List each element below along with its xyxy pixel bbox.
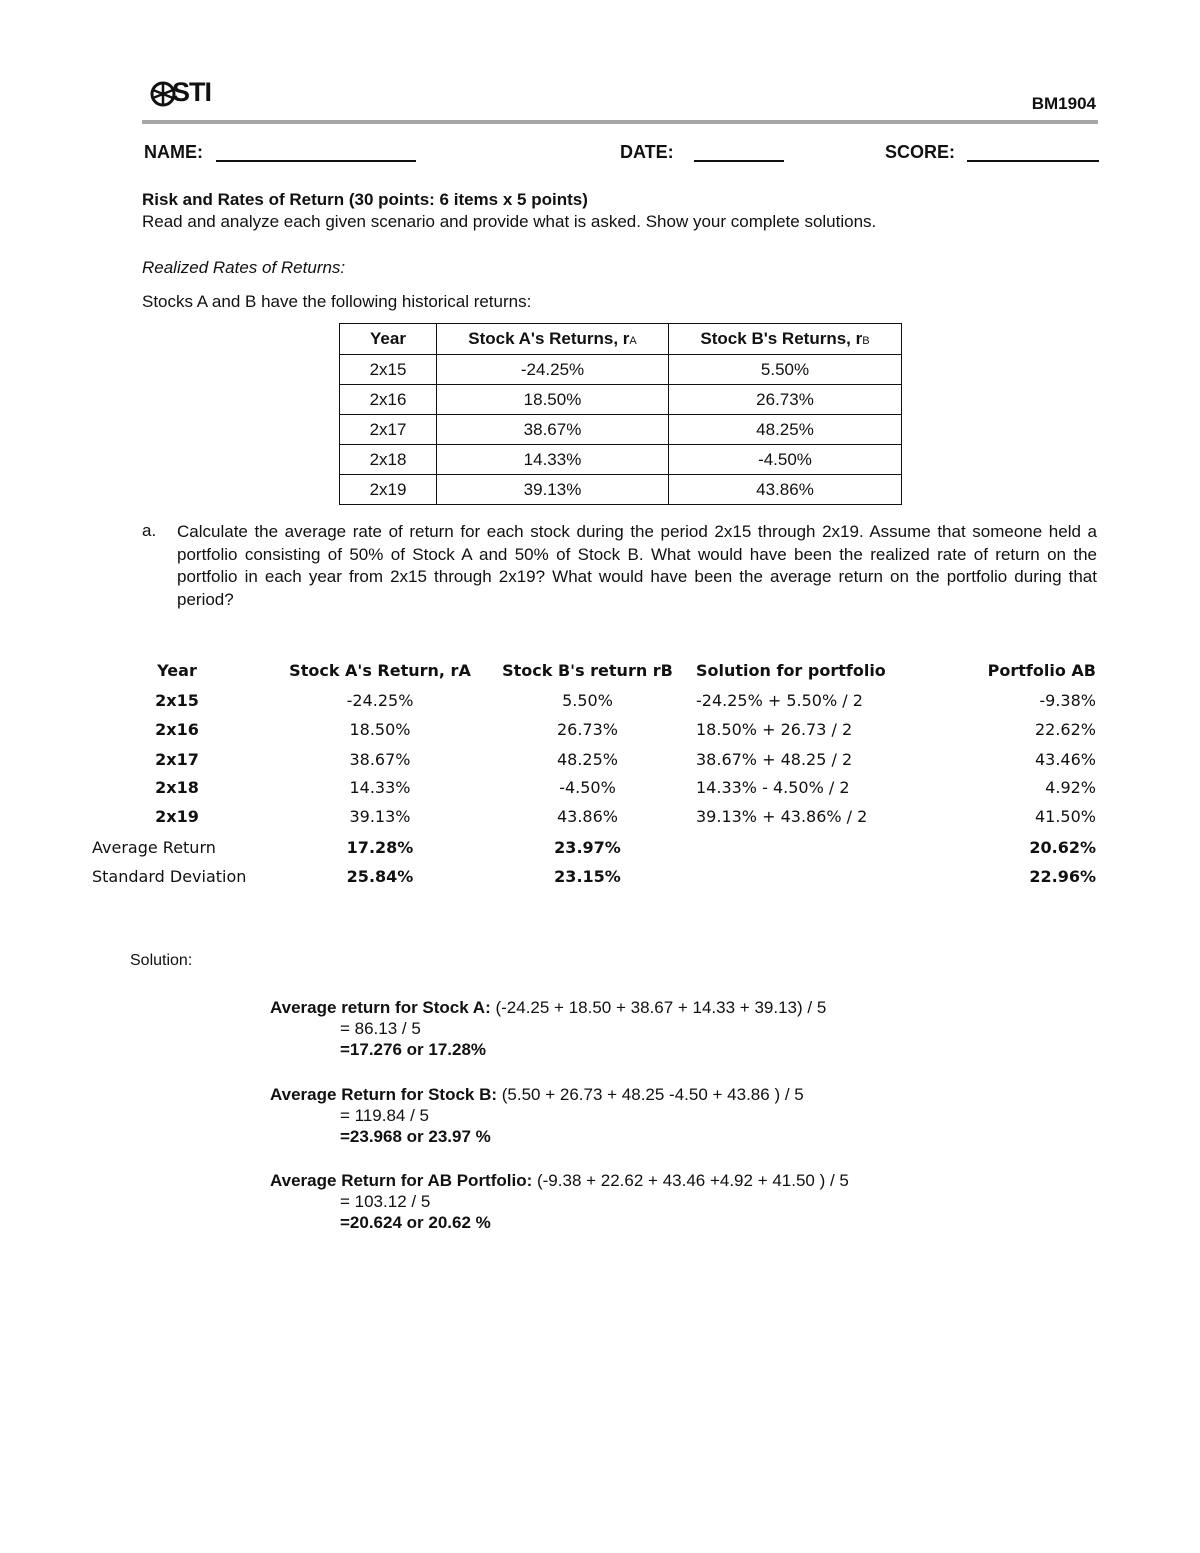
cell-year: 2x19	[340, 475, 437, 505]
table-row	[340, 385, 902, 415]
sol-cell-stock-a: 39.13%	[349, 807, 411, 826]
header-divider	[142, 120, 1098, 124]
sol-cell-portfolio: -9.38%	[1039, 691, 1096, 710]
date-label: DATE:	[620, 142, 674, 162]
sol-cell-stock-b: 43.86%	[556, 807, 618, 826]
sol-cell-portfolio: 4.92%	[1045, 778, 1096, 797]
sol-cell-stock-a: 18.50%	[349, 720, 411, 739]
cell-stock-b: 5.50%	[669, 355, 902, 385]
sol-cell-stock-b: 48.25%	[556, 750, 618, 769]
solution-label: Solution:	[130, 952, 193, 969]
calc-portfolio-line	[270, 1171, 849, 1191]
average-return-a: 17.28%	[346, 838, 414, 857]
cell-stock-a: 14.33%	[437, 445, 669, 475]
sol-cell-stock-a: 38.67%	[349, 750, 411, 769]
cell-stock-b: -4.50%	[669, 445, 902, 475]
calc-stock-a-title: Average return for Stock A:	[270, 998, 491, 1017]
sol-cell-year: 2x15	[155, 691, 199, 710]
calc-stock-b-expr: (5.50 + 26.73 + 48.25 -4.50 + 43.86 ) / 5	[497, 1085, 804, 1104]
calc-portfolio-title: Average Return for AB Portfolio:	[270, 1171, 533, 1190]
header-stock-a: Stock A's Returns, rA	[437, 324, 669, 355]
sol-header-stock-b: Stock B's return rB	[502, 661, 673, 680]
sti-logo	[150, 78, 230, 110]
table-header-row	[340, 324, 902, 355]
question-label: a.	[142, 521, 157, 540]
sol-cell-stock-b: 26.73%	[556, 720, 618, 739]
lead-text: Stocks A and B have the following historical returns:	[142, 292, 532, 311]
date-blank[interactable]	[694, 160, 784, 162]
activity-title: Risk and Rates of Return (30 points: 6 items x 5 points)	[142, 190, 588, 209]
header-year: Year	[340, 324, 437, 355]
cell-stock-b: 43.86%	[669, 475, 902, 505]
sol-cell-year: 2x16	[155, 720, 199, 739]
std-dev-portfolio: 22.96%	[1029, 867, 1096, 886]
cell-stock-a: 18.50%	[437, 385, 669, 415]
table-row	[340, 355, 902, 385]
historical-returns-table	[339, 323, 902, 505]
sol-cell-portfolio: 22.62%	[1034, 720, 1096, 739]
table-row	[340, 475, 902, 505]
instructions: Read and analyze each given scenario and provide what is asked. Show your complete solutions.	[142, 212, 877, 231]
sol-cell-formula: 14.33% - 4.50% / 2	[696, 778, 850, 797]
cell-stock-b: 48.25%	[669, 415, 902, 445]
sol-cell-stock-a: 14.33%	[349, 778, 411, 797]
sol-header-solution: Solution for portfolio	[696, 661, 886, 680]
cell-year: 2x15	[340, 355, 437, 385]
score-blank[interactable]	[967, 160, 1099, 162]
calc-stock-b-result: =23.968 or 23.97 %	[340, 1127, 491, 1146]
calc-stock-a-step: = 86.13 / 5	[340, 1019, 421, 1038]
calc-portfolio-result: =20.624 or 20.62 %	[340, 1213, 491, 1232]
sol-cell-stock-b: -4.50%	[559, 778, 616, 797]
cell-year: 2x18	[340, 445, 437, 475]
sol-cell-formula: -24.25% + 5.50% / 2	[696, 691, 863, 710]
name-label: NAME:	[144, 142, 203, 162]
question-text: Calculate the average rate of return for each stock during the period 2x15 through 2x19. Assume that someone held a portfolio consisting of 50% of Stock A and 50% of Stock B. What would have been the realized rate of return on the portfolio in each year from 2x15 through 2x19? What would have been the average return on the portfolio during that period?	[177, 522, 1097, 609]
average-return-label: Average Return	[92, 838, 216, 857]
sol-cell-formula: 39.13% + 43.86% / 2	[696, 807, 868, 826]
sol-cell-stock-a: -24.25%	[346, 691, 414, 710]
sol-cell-portfolio: 43.46%	[1034, 750, 1096, 769]
cell-stock-b: 26.73%	[669, 385, 902, 415]
sol-cell-stock-b: 5.50%	[562, 691, 613, 710]
sol-cell-year: 2x17	[155, 750, 199, 769]
sol-header-portfolio: Portfolio AB	[987, 661, 1096, 680]
sol-cell-formula: 18.50% + 26.73 / 2	[696, 720, 853, 739]
section-subtitle: Realized Rates of Returns:	[142, 258, 346, 277]
calc-stock-b-title: Average Return for Stock B:	[270, 1085, 498, 1104]
sol-cell-year: 2x19	[155, 807, 199, 826]
name-blank[interactable]	[216, 160, 416, 162]
table-row	[340, 415, 902, 445]
cell-stock-a: -24.25%	[437, 355, 669, 385]
course-code: BM1904	[1031, 94, 1096, 113]
calc-portfolio-expr: (-9.38 + 22.62 + 43.46 +4.92 + 41.50 ) / 5	[532, 1171, 849, 1190]
header-stock-b: Stock B's Returns, rB	[669, 324, 902, 355]
logo-text: STI	[172, 77, 212, 107]
average-return-portfolio: 20.62%	[1029, 838, 1096, 857]
sol-cell-year: 2x18	[155, 778, 199, 797]
calc-stock-a-result: =17.276 or 17.28%	[340, 1040, 487, 1059]
calc-stock-b-step: = 119.84 / 5	[340, 1106, 430, 1125]
calc-portfolio-step: = 103.12 / 5	[340, 1192, 431, 1211]
cell-year: 2x17	[340, 415, 437, 445]
sol-header-stock-a: Stock A's Return, rA	[289, 661, 471, 680]
sol-cell-portfolio: 41.50%	[1034, 807, 1096, 826]
sol-cell-formula: 38.67% + 48.25 / 2	[696, 750, 853, 769]
average-return-b: 23.97%	[554, 838, 621, 857]
calc-stock-a-expr: (-24.25 + 18.50 + 38.67 + 14.33 + 39.13) / 5	[490, 998, 827, 1017]
cell-stock-a: 39.13%	[437, 475, 669, 505]
std-dev-b: 23.15%	[554, 867, 621, 886]
cell-stock-a: 38.67%	[437, 415, 669, 445]
table-row	[340, 445, 902, 475]
std-dev-label: Standard Deviation	[92, 867, 247, 886]
sol-header-year: Year	[157, 661, 197, 680]
calc-stock-b-line	[270, 1085, 804, 1105]
std-dev-a: 25.84%	[346, 867, 414, 886]
score-label: SCORE:	[885, 142, 956, 162]
cell-year: 2x16	[340, 385, 437, 415]
calc-stock-a-line	[270, 998, 826, 1018]
